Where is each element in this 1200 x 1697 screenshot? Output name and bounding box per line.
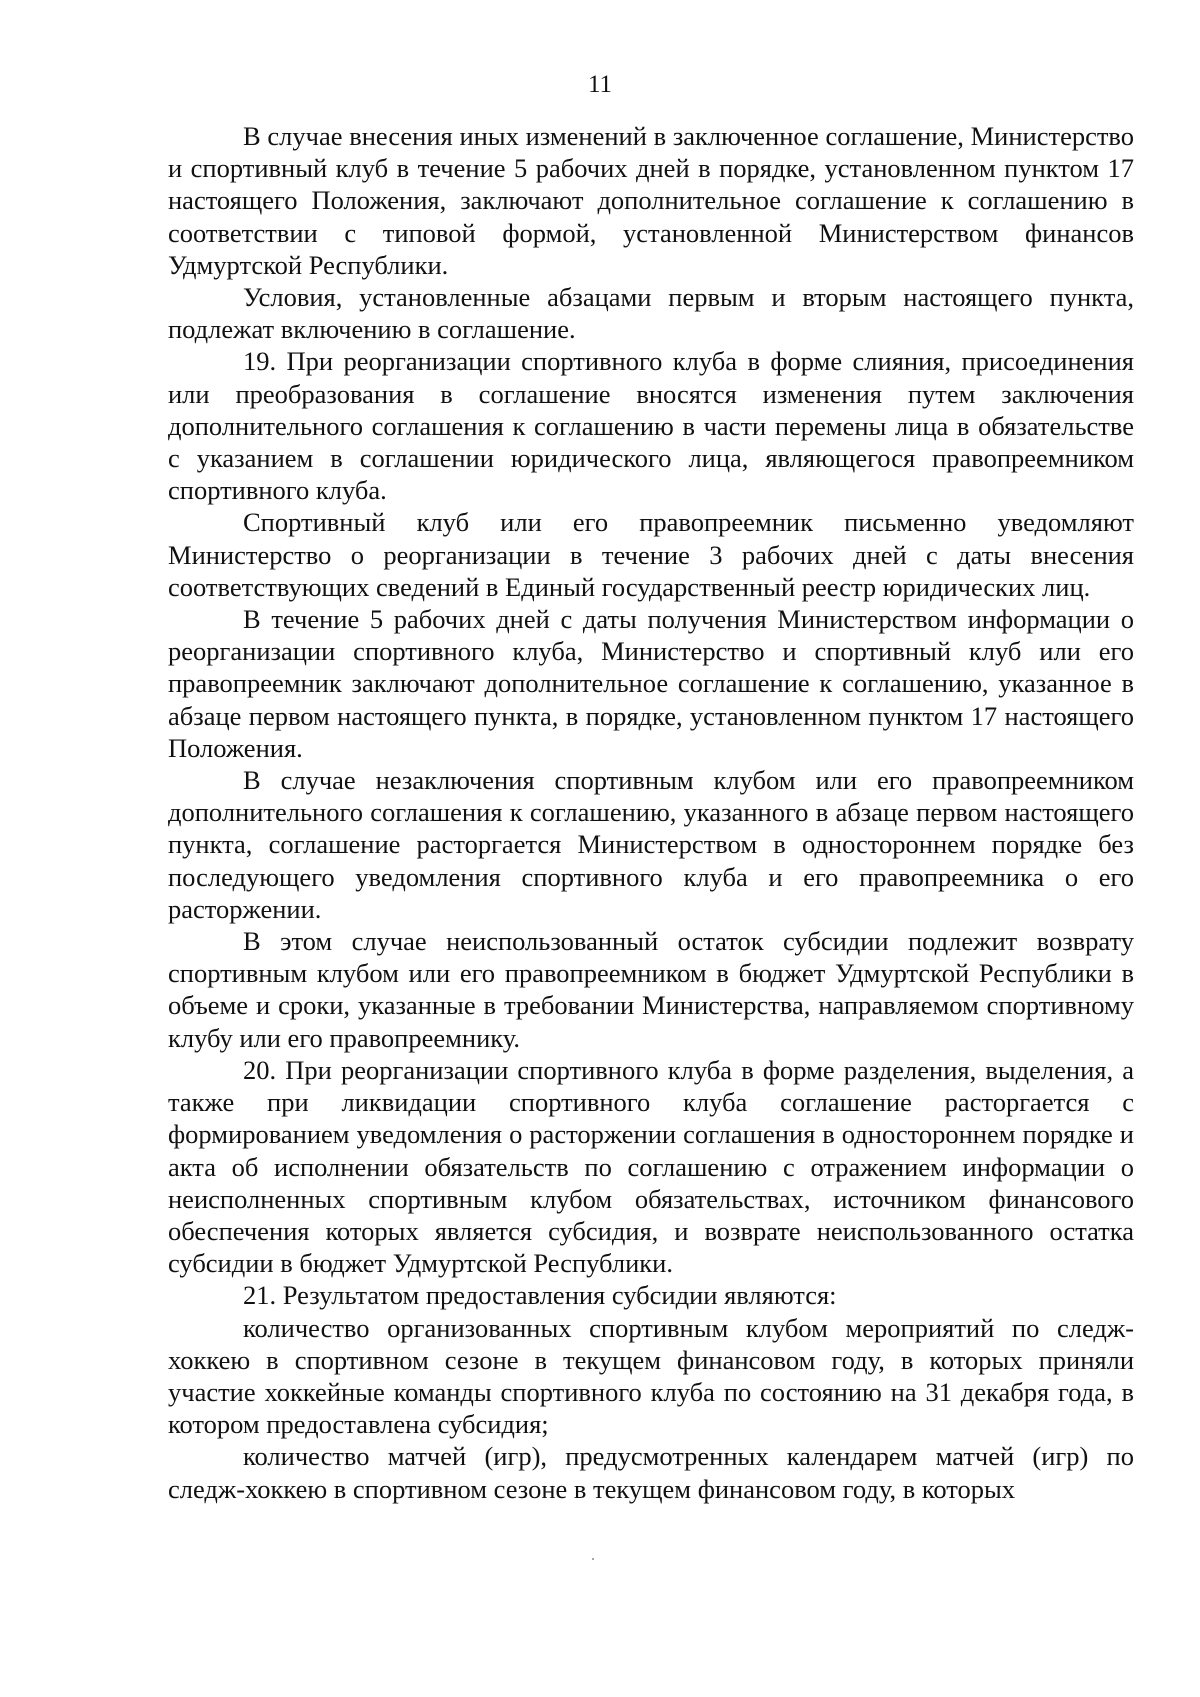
scan-artifact bbox=[592, 1558, 594, 1560]
paragraph-subsidy-return: В этом случае неиспользованный остаток субсидии подлежит возврату спортивным клубом или его правопреемником в бюджет Удмуртской Республики в объеме и сроки, указанные в требовании Министерства, направляемом спортивному клубу или его правопреемнику. bbox=[168, 926, 1134, 1053]
paragraph-item-20: 20. При реорганизации спортивного клуба в форме разделения, выделения, а также при ликвидации спортивного клуба соглашение расторгается с формированием уведомления о расторжении соглашения в одностороннем порядке и акта об исполнении обязательств по соглашению с отражением информации о неисполненных спортивным клубом обязательствах, источником финансового обеспечения которых является субсидия, и возврате неиспользованного остатка субсидии в бюджет Удмуртской Республики. bbox=[168, 1054, 1134, 1279]
page-number: 11 bbox=[587, 71, 613, 98]
document-body bbox=[168, 120, 1134, 1505]
paragraph-additional-agreement: В течение 5 рабочих дней с даты получения Министерством информации о реорганизации спортивного клуба, Министерство и спортивный клуб или его правопреемник заключают дополнительное соглашение к соглашению, указанное в абзаце первом настоящего пункта, в порядке, установленном пунктом 17 настоящего Положения. bbox=[168, 604, 1134, 763]
paragraph-conditions: Условия, установленные абзацами первым и вторым настоящего пункта, подлежат включению в соглашение. bbox=[168, 282, 1134, 345]
paragraph-item-19: 19. При реорганизации спортивного клуба в форме слияния, присоединения или преобразования в соглашение вносятся изменения путем заключения дополнительного соглашения к соглашению в части перемены лица в обязательстве с указанием в соглашении юридического лица, являющегося правопреемником спортивного клуба. bbox=[168, 346, 1134, 506]
paragraph-result-matches: количество матчей (игр), предусмотренных календарем матчей (игр) по следж-хоккею в спортивном сезоне в текущем финансовом году, в которых bbox=[168, 1441, 1134, 1504]
paragraph-item-21: 21. Результатом предоставления субсидии являются: bbox=[243, 1280, 837, 1311]
paragraph-result-events: количество организованных спортивным клубом мероприятий по следж-хоккею в спортивном сезоне в текущем финансовом году, в которых приняли участие хоккейные команды спортивного клуба по состоянию на 31 декабря года, в котором предоставлена субсидия; bbox=[168, 1312, 1134, 1440]
paragraph-termination: В случае незаключения спортивным клубом или его правопреемником дополнительного соглашения к соглашению, указанного в абзаце первом настоящего пункта, соглашение расторгается Министерством в одностороннем порядке без последующего уведомления спортивного клуба и его правопреемника о его расторжении. bbox=[168, 765, 1134, 924]
paragraph-notification: Спортивный клуб или его правопреемник письменно уведомляют Министерство о реорганизации в течение 3 рабочих дней с даты внесения соответствующих сведений в Единый государственный реестр юридических лиц. bbox=[168, 507, 1134, 602]
paragraph-changes-agreement: В случае внесения иных изменений в заключенное соглашение, Министерство и спортивный клуб в течение 5 рабочих дней в порядке, установленном пунктом 17 настоящего Положения, заключают дополнительное соглашение к соглашению в соответствии с типовой формой, установленной Министерством финансов Удмуртской Республики. bbox=[168, 121, 1134, 280]
